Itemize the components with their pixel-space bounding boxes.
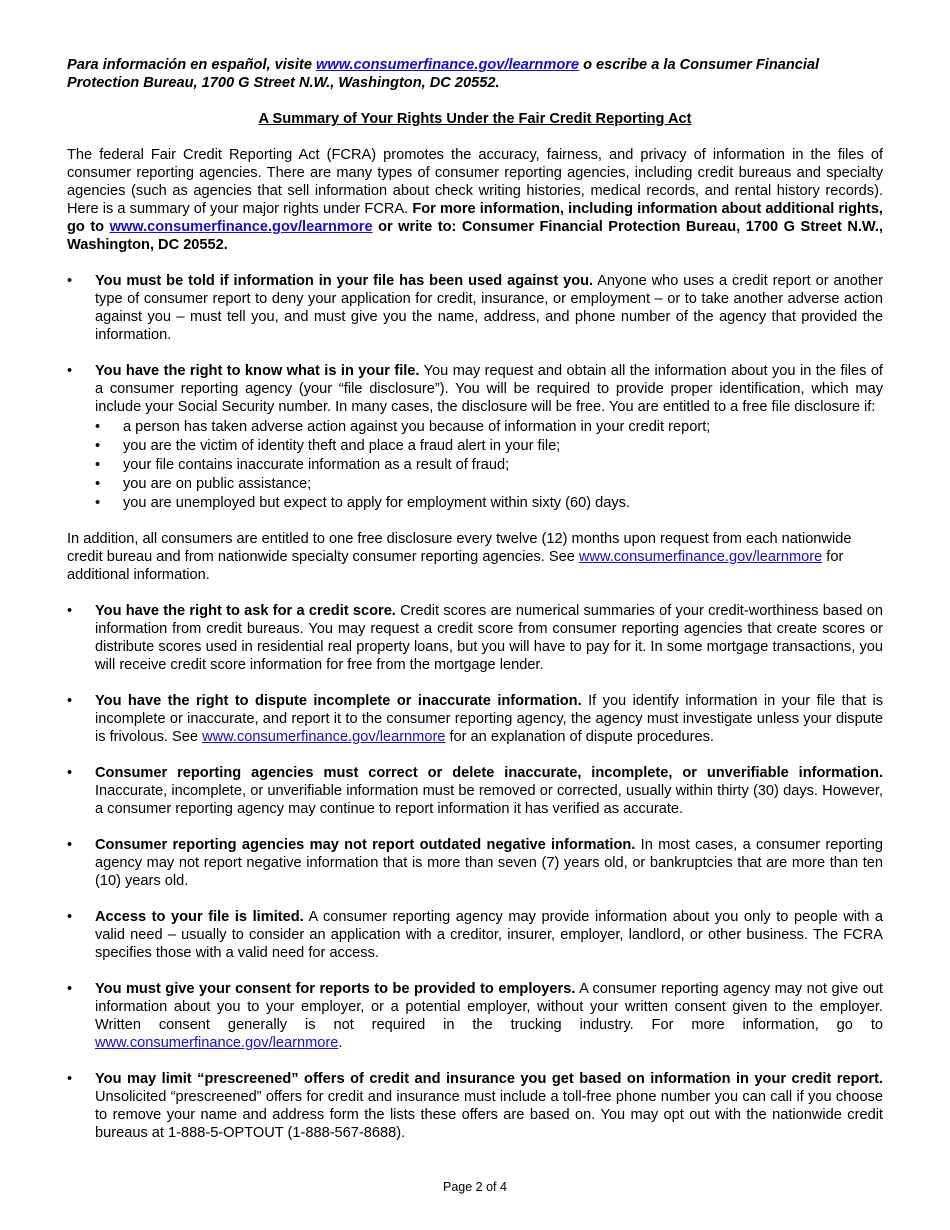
list-item: • a person has taken adverse action against you because of information in your credit report; [95,418,883,436]
free-disclosure-conditions [95,418,883,512]
dispute-learnmore-link[interactable]: www.consumerfinance.gov/learnmore [202,729,446,745]
intro-paragraph: The federal Fair Credit Reporting Act (FCRA) promotes the accuracy, fairness, and privacy of information in the files of consumer reporting agencies. There are many types of consumer reporting agencies, including credit bureaus and specialty agencies (such as agencies that sell information about check writing histories, medical records, and rental history records). Here is a summary of your major rights under FCRA. For more information, including information about additional rights, go to www.consumerfinance.gov/learnmore or write to: Consumer Financial Protection Bureau, 1700 G Street N.W., Washington, DC 20552. [67,147,883,253]
free-disclosure-addition: In addition, all consumers are entitled to one free disclosure every twelve (12) months upon request from each nationwide credit bureau and from nationwide specialty consumer reporting agencies. See www.consumerfinance.gov/learnmore for additional information. [67,531,852,583]
right-know-file: • You have the right to know what is in your file. You may request and obtain all the information about you in the files of a consumer reporting agency (your “file disclosure”). You will be required to provide proper identification, which may include your Social Security number. In many cases, the disclosure will be free. You are entitled to a free file disclosure if: • a person has taken adverse action against you because of information in your credit report; • you are the victim of identity theft and place a fraud alert in your file; • your file contains inaccurate information as a result of fraud; • you are on public assistance; • you are unemployed but expect to apply for employment within sixty (60) days. [67,362,883,512]
right-told-if-used-against: • You must be told if information in your file has been used against you. Anyone who uses a credit report or another type of consumer report to deny your application for credit, insurance, or employment – or to take another adverse action against you – must tell you, and must give you the name, address, and phone number of the agency that provided the information. [67,272,883,344]
list-item: • you are on public assistance; [95,475,883,493]
employer-learnmore-link[interactable]: www.consumerfinance.gov/learnmore [95,1035,339,1051]
right-dispute: • You have the right to dispute incomplete or inaccurate information. If you identify information in your file that is incomplete or inaccurate, and report it to the consumer reporting agency, the agency must investigate unless your dispute is frivolous. See www.consumerfinance.gov/learnmore for an explanation of dispute procedures. [67,692,883,746]
document-body [67,56,883,1160]
right-access-limited: • Access to your file is limited. A consumer reporting agency may provide information about you only to people with a valid need – usually to consider an application with a creditor, insurer, employer, landlord, or other business. The FCRA specifies those with a valid need for access. [67,908,883,962]
right-outdated-negative: • Consumer reporting agencies may not report outdated negative information. In most cases, a consumer reporting agency may not report negative information that is more than seven (7) years old, or bankruptcies that are more than ten (10) years old. [67,836,883,890]
list-item: • you are unemployed but expect to apply for employment within sixty (60) days. [95,494,883,512]
addition-learnmore-link[interactable]: www.consumerfinance.gov/learnmore [578,549,823,565]
spanish-notice: Para información en español, visite www.consumerfinance.gov/learnmore o escribe a la Consumer Financial Protection Bureau, 1700 G Street N.W., Washington, DC 20552. [67,57,820,91]
spanish-learnmore-link[interactable]: www.consumerfinance.gov/learnmore [316,57,580,73]
list-item: • your file contains inaccurate information as a result of fraud; [95,456,883,474]
right-employer-consent: • You must give your consent for reports to be provided to employers. A consumer reporting agency may not give out information about you to your employer, or a potential employer, without your written consent given to the employer. Written consent generally is not required in the trucking industry. For more information, go to www.consumerfinance.gov/learnmore. [67,980,883,1052]
page-number: Page 2 of 4 [443,1180,507,1194]
rights-list [67,272,883,512]
rights-list-continued [67,602,883,1142]
right-correct-inaccurate: • Consumer reporting agencies must correct or delete inaccurate, incomplete, or unverifiable information. Inaccurate, incomplete, or unverifiable information must be removed or corrected, usually within thirty (30) days. However, a consumer reporting agency may continue to report information it has verified as accurate. [67,764,883,818]
list-item: • you are the victim of identity theft and place a fraud alert in your file; [95,437,883,455]
intro-learnmore-link[interactable]: www.consumerfinance.gov/learnmore [109,219,373,235]
right-credit-score: • You have the right to ask for a credit score. Credit scores are numerical summaries of your credit-worthiness based on information from credit bureaus. You may request a credit score from consumer reporting agencies that create scores or distribute scores used in residential real property loans, but you will have to pay for it. In some mortgage transactions, you will receive credit score information for free from the mortgage lender. [67,602,883,674]
right-limit-prescreened: • You may limit “prescreened” offers of credit and insurance you get based on information in your credit report. Unsolicited “prescreened” offers for credit and insurance must include a toll-free phone number you can call if you choose to remove your name and address form the lists these offers are based on. You may opt out with the nationwide credit bureaus at 1-888-5-OPTOUT (1-888-567-8688). [67,1070,883,1142]
page-title: A Summary of Your Rights Under the Fair Credit Reporting Act [258,111,692,127]
